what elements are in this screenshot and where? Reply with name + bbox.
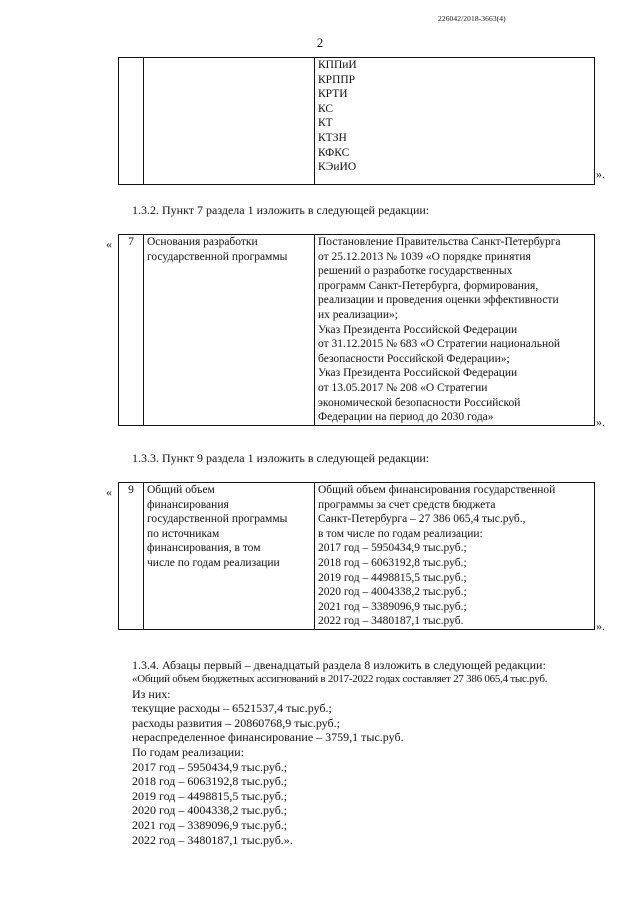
closing-quote: ». xyxy=(596,415,605,429)
code-item: КППиИ xyxy=(318,59,357,71)
row-value-line: 2019 год – 4498815,5 тыс.руб.; xyxy=(318,571,467,584)
paragraph-heading: 1.3.4. Абзацы первый – двенадцатый раздела 8 изложить в следующей редакции: xyxy=(132,658,546,672)
table-row xyxy=(119,235,595,426)
opening-quote: « xyxy=(106,237,112,251)
row-value-cell xyxy=(315,235,595,426)
row-value-line: Санкт-Петербурга – 27 386 065,4 тыс.руб., xyxy=(318,513,526,526)
body-line: расходы развития – 20860768,9 тыс.руб.; xyxy=(132,715,340,730)
row-name-line: Основания разработки xyxy=(147,236,258,248)
code-item: КТ xyxy=(318,117,333,130)
row-value-line: Постановление Правительства Санкт-Петербурга xyxy=(318,236,561,248)
row-value-line: от 25.12.2013 № 1039 «О порядке принятия xyxy=(318,250,531,263)
number-cell xyxy=(119,58,144,185)
code-item: КЭиИО xyxy=(318,161,357,174)
body-line: 2019 год – 4498815,5 тыс.руб.; xyxy=(132,788,288,803)
row-value-line: безопасности Российской Федерации»; xyxy=(318,352,510,365)
row-value-line: 2021 год – 3389096,9 тыс.руб.; xyxy=(318,600,467,613)
row-value-cell xyxy=(315,483,595,630)
row-value-line: от 13.05.2017 № 208 «О Стратегии xyxy=(318,381,488,394)
code-item: КТЗН xyxy=(318,131,347,144)
row-value-line: Федерации на период до 2030 года» xyxy=(318,411,494,424)
body-line: нераспределенное финансирование – 3759,1 тыс.руб. xyxy=(132,730,404,745)
row-value-line: программы за счет средств бюджета xyxy=(318,498,496,511)
name-cell xyxy=(144,58,315,185)
codes-table xyxy=(118,57,595,185)
body-line: Из них: xyxy=(132,686,171,701)
row-value-line: реализации и проведения оценки эффективности xyxy=(318,294,559,307)
row-value-line: 2017 год – 5950434,9 тыс.руб.; xyxy=(318,542,467,555)
table-row xyxy=(119,483,595,630)
body-line: 2017 год – 5950434,9 тыс.руб.; xyxy=(132,759,288,774)
closing-quote: ». xyxy=(596,167,605,181)
body-line: 2021 год – 3389096,9 тыс.руб.; xyxy=(132,817,288,832)
paragraph-1-3-4 xyxy=(132,658,546,673)
row-value-line: от 31.12.2015 № 683 «О Стратегии национальной xyxy=(318,338,561,351)
row-name-line: финансирования, в том xyxy=(147,542,261,555)
row-value-line: решений о разработке государственных xyxy=(318,265,513,278)
row-name-cell xyxy=(144,235,315,426)
body-line: По годам реализации: xyxy=(132,744,244,759)
row-value-line: 2020 год – 4004338,2 тыс.руб.; xyxy=(318,586,467,599)
body-line: 2020 год – 4004338,2 тыс.руб.; xyxy=(132,803,288,818)
total-allocations-line: «Общий объем бюджетных ассигнований в 2017-2022 годах составляет 27 386 065,4 тыс.руб. xyxy=(132,673,548,685)
row-value-line: Общий объем финансирования государственной xyxy=(318,484,556,496)
code-item: КФКС xyxy=(318,146,350,159)
body-line: 2022 год – 3480187,1 тыс.руб.». xyxy=(132,832,293,847)
body-line: 2018 год – 6063192,8 тыс.руб.; xyxy=(132,774,288,789)
row-name-line: числе по годам реализации xyxy=(147,556,280,569)
closing-quote: ». xyxy=(596,619,605,633)
row-number: 7 xyxy=(119,235,144,426)
page-number: 2 xyxy=(316,35,324,50)
paragraph-1-3-2: 1.3.2. Пункт 7 раздела 1 изложить в следующей редакции: xyxy=(132,203,430,217)
grounds-table xyxy=(118,234,595,426)
paragraph-1-3-3: 1.3.3. Пункт 9 раздела 1 изложить в следующей редакции: xyxy=(132,451,430,465)
body-line: текущие расходы – 6521537,4 тыс.руб.; xyxy=(132,701,332,716)
financing-table xyxy=(118,482,595,630)
row-value-line: Указ Президента Российской Федерации xyxy=(318,323,518,336)
document-number: 226042/2018-3663(4) xyxy=(438,14,506,23)
row-value-line: программ Санкт-Петербурга, формирования, xyxy=(318,279,539,292)
row-value-line: их реализации»; xyxy=(318,308,398,321)
opening-quote: « xyxy=(106,485,112,499)
table-row xyxy=(119,58,595,185)
row-name-line: по источникам xyxy=(147,527,220,540)
code-item: КРТИ xyxy=(318,88,348,101)
row-number: 9 xyxy=(119,483,144,630)
code-item: КС xyxy=(318,102,334,115)
row-name-line: финансирования xyxy=(147,498,229,511)
row-name-cell xyxy=(144,483,315,630)
row-value-line: в том числе по годам реализации: xyxy=(318,527,483,540)
row-name-line: Общий объем xyxy=(147,484,215,496)
row-value-line: экономической безопасности Российской xyxy=(318,396,521,409)
paragraph-1-3-4-body xyxy=(132,672,547,847)
row-value-line: 2022 год – 3480187,1 тыс.руб. xyxy=(318,615,464,628)
row-value-line: Указ Президента Российской Федерации xyxy=(318,367,518,380)
row-name-line: государственной программы xyxy=(147,250,288,263)
codes-cell xyxy=(315,58,595,185)
row-name-line: государственной программы xyxy=(147,513,288,526)
code-item: КРППР xyxy=(318,73,356,86)
row-value-line: 2018 год – 6063192,8 тыс.руб.; xyxy=(318,556,467,569)
